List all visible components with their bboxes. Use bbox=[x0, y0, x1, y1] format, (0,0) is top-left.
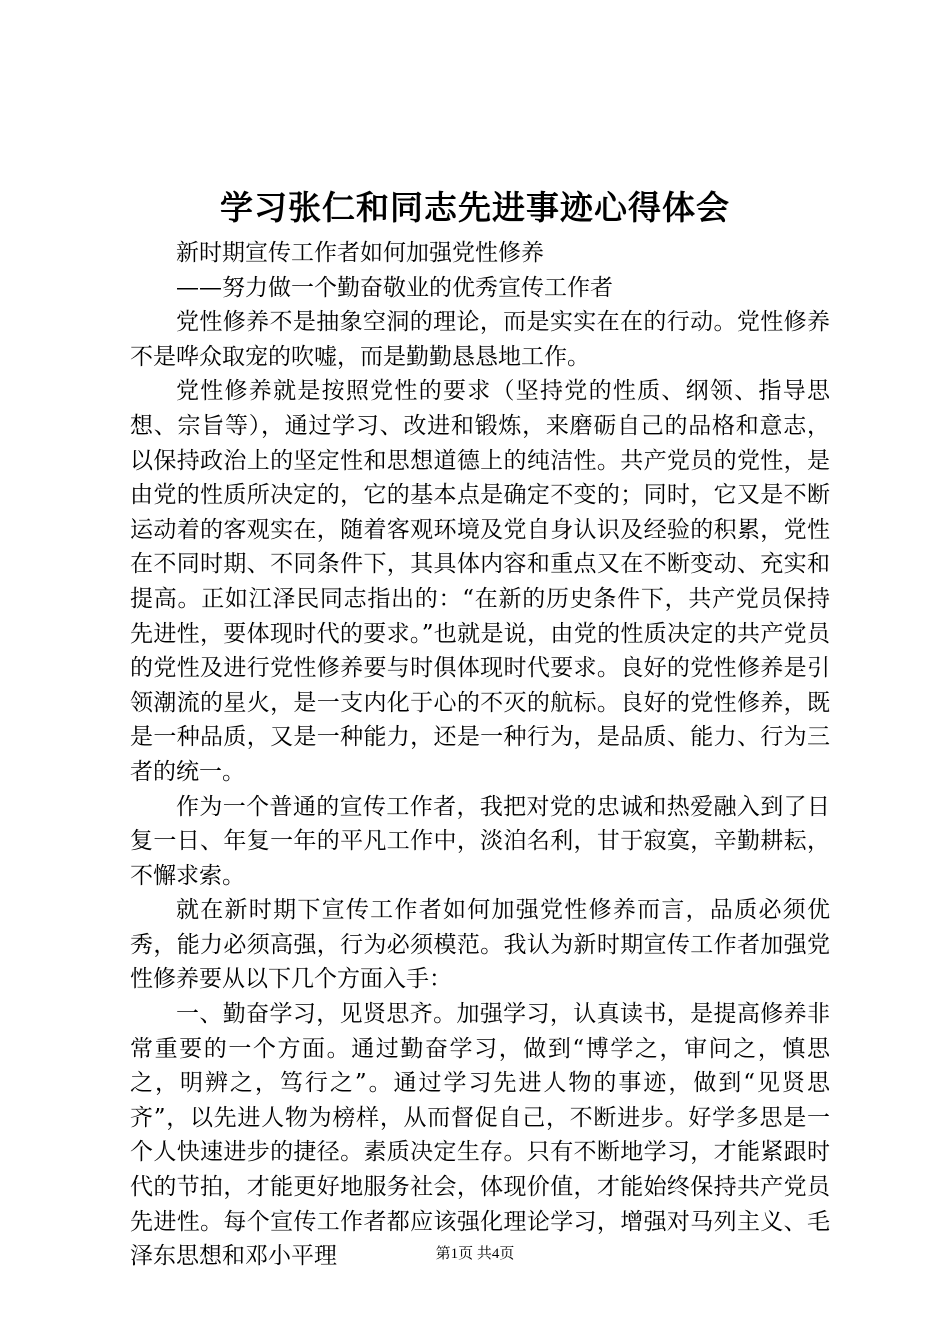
body-paragraph: 作为一个普通的宣传工作者，我把对党的忠诚和热爱融入到了日复一日、年复一年的平凡工作中，淡泊名利，甘于寂寞，辛勤耕耘，不懈求索。 bbox=[130, 793, 830, 889]
page-number-footer: 第1页 共4页 bbox=[435, 1246, 515, 1262]
body-paragraph: 就在新时期下宣传工作者如何加强党性修养而言，品质必须优秀，能力必须高强，行为必须模范。我认为新时期宣传工作者加强党性修养要从以下几个方面入手： bbox=[130, 897, 830, 993]
body-paragraph: 一、勤奋学习，见贤思齐。加强学习，认真读书，是提高修养非常重要的一个方面。通过勤奋学习，做到“博学之，审问之，慎思之，明辨之，笃行之”。通过学习先进人物的事迹，做到“见贤思齐”，以先进人物为榜样，从而督促自己，不断进步。好学多思是一个人快速进步的捷径。素质决定生存。只有不断地学习，才能紧跟时代的节拍，才能更好地服务社会，体现价值，才能始终保持共产党员先进性。每个宣传工作者都应该强化理论学习，增强对马列主义、毛泽东思想和邓小平理 bbox=[130, 1001, 830, 1270]
subtitle-dash-line: ——努力做一个勤奋敬业的优秀宣传工作者 bbox=[176, 274, 613, 301]
body-paragraph: 党性修养就是按照党性的要求（坚持党的性质、纲领、指导思想、宗旨等），通过学习、改进和锻炼，来磨砺自己的品格和意志，以保持政治上的坚定性和思想道德上的纯洁性。共产党员的党性，是由党的性质所决定的，它的基本点是确定不变的；同时，它又是不断运动着的客观实在，随着客观环境及党自身认识及经验的积累，党性在不同时期、不同条件下，其具体内容和重点又在不断变动、充实和提高。正如江泽民同志指出的：“在新的历史条件下，共产党员保持先进性，要体现时代的要求。”也就是说，由党的性质决定的共产党员的党性及进行党性修养要与时俱体现时代要求。良好的党性修养是引领潮流的星火，是一支内化于心的不灭的航标。良好的党性修养，既是一种品质，又是一种能力，还是一种行为，是品质、能力、行为三者的统一。 bbox=[130, 378, 830, 785]
document-title: 学习张仁和同志先进事迹心得体会 bbox=[220, 188, 730, 227]
subtitle-line: 新时期宣传工作者如何加强党性修养 bbox=[176, 240, 544, 266]
document-body bbox=[130, 236, 830, 1274]
body-paragraph: 党性修养不是抽象空洞的理论，而是实实在在的行动。党性修养不是哗众取宠的吹嘘，而是勤勤恳恳地工作。 bbox=[130, 309, 830, 370]
